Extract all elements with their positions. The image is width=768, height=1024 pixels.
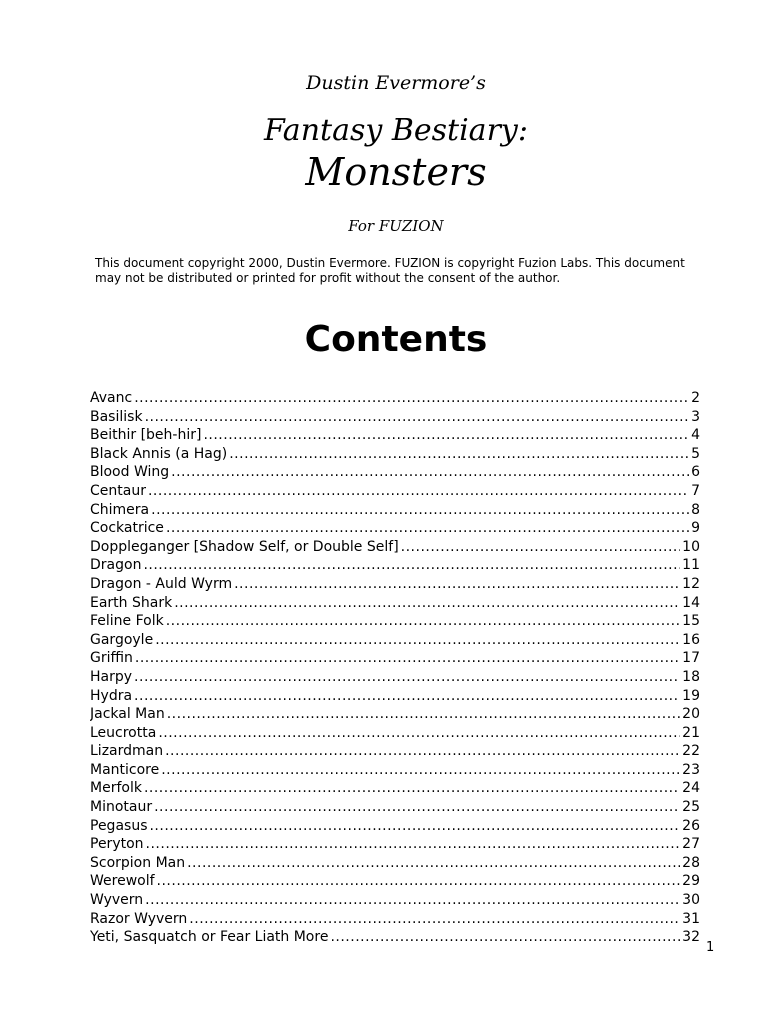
toc-entry-title: Manticore bbox=[90, 761, 160, 778]
toc-entry-page: 24 bbox=[682, 780, 700, 797]
toc-dot-leader bbox=[158, 724, 680, 743]
copyright-notice: This document copyright 2000, Dustin Evermore. FUZION is copyright Fuzion Labs. This document may not be distributed or printed for profit without the consent of the author. bbox=[95, 256, 685, 285]
toc-entry[interactable] bbox=[90, 891, 700, 910]
toc-dot-leader bbox=[151, 501, 689, 520]
system-line: For FUZION bbox=[348, 217, 444, 235]
toc-entry[interactable] bbox=[90, 705, 700, 724]
toc-entry-page: 15 bbox=[682, 613, 700, 630]
toc-dot-leader bbox=[157, 872, 681, 891]
toc-entry[interactable] bbox=[90, 928, 700, 947]
toc-entry-title: Black Annis (a Hag) bbox=[90, 445, 228, 462]
toc-entry-page: 27 bbox=[682, 836, 700, 853]
contents-heading: Contents bbox=[304, 319, 488, 360]
toc-entry[interactable] bbox=[90, 482, 700, 501]
toc-entry-page: 18 bbox=[682, 668, 700, 685]
toc-entry[interactable] bbox=[90, 817, 700, 836]
toc-entry-title: Harpy bbox=[90, 668, 133, 685]
toc-entry[interactable] bbox=[90, 519, 700, 538]
toc-dot-leader bbox=[146, 835, 681, 854]
toc-entry-title: Feline Folk bbox=[90, 613, 164, 630]
toc-entry-title: Centaur bbox=[90, 482, 146, 499]
toc-entry-page: 7 bbox=[691, 482, 700, 499]
toc-dot-leader bbox=[134, 668, 680, 687]
toc-entry-page: 4 bbox=[691, 427, 700, 444]
toc-entry-page: 32 bbox=[682, 929, 700, 946]
toc-entry[interactable] bbox=[90, 779, 700, 798]
toc-entry-title: Pegasus bbox=[90, 817, 148, 834]
toc-dot-leader bbox=[145, 408, 690, 427]
toc-entry[interactable] bbox=[90, 854, 700, 873]
toc-entry-page: 9 bbox=[691, 520, 700, 537]
toc-entry-title: Beithir [beh-hir] bbox=[90, 427, 202, 444]
toc-dot-leader bbox=[134, 687, 680, 706]
toc-entry-title: Razor Wyvern bbox=[90, 910, 188, 927]
toc-entry-page: 11 bbox=[682, 557, 700, 574]
toc-dot-leader bbox=[148, 482, 689, 501]
toc-entry-page: 16 bbox=[682, 631, 700, 648]
toc-dot-leader bbox=[167, 705, 680, 724]
toc-entry[interactable] bbox=[90, 463, 700, 482]
toc-entry-page: 2 bbox=[691, 390, 700, 406]
toc-entry-title: Merfolk bbox=[90, 780, 142, 797]
toc-entry-title: Leucrotta bbox=[90, 724, 157, 741]
toc-dot-leader bbox=[154, 798, 680, 817]
toc-entry[interactable] bbox=[90, 501, 700, 520]
table-of-contents bbox=[90, 389, 700, 947]
toc-entry-title: Minotaur bbox=[90, 799, 153, 816]
toc-entry-title: Cockatrice bbox=[90, 520, 164, 537]
toc-entry[interactable] bbox=[90, 631, 700, 650]
toc-entry-title: Yeti, Sasquatch or Fear Liath More bbox=[90, 929, 329, 946]
page-number: 1 bbox=[706, 940, 715, 955]
document-title: Fantasy Bestiary: bbox=[264, 113, 528, 148]
toc-entry-title: Jackal Man bbox=[90, 706, 165, 723]
toc-entry[interactable] bbox=[90, 668, 700, 687]
author-line: Dustin Evermore’s bbox=[306, 72, 486, 94]
toc-entry-page: 28 bbox=[682, 854, 700, 871]
toc-entry[interactable] bbox=[90, 742, 700, 761]
toc-entry[interactable] bbox=[90, 575, 700, 594]
toc-dot-leader bbox=[171, 463, 689, 482]
toc-entry[interactable] bbox=[90, 761, 700, 780]
toc-entry-title: Basilisk bbox=[90, 408, 143, 425]
toc-entry-title: Hydra bbox=[90, 687, 133, 704]
toc-entry-page: 21 bbox=[682, 724, 700, 741]
toc-entry[interactable] bbox=[90, 426, 700, 445]
toc-entry[interactable] bbox=[90, 594, 700, 613]
toc-entry-title: Blood Wing bbox=[90, 464, 170, 481]
toc-entry[interactable] bbox=[90, 724, 700, 743]
toc-dot-leader bbox=[149, 817, 680, 836]
toc-entry-page: 30 bbox=[682, 892, 700, 909]
document-subtitle: Monsters bbox=[305, 150, 487, 194]
toc-entry[interactable] bbox=[90, 389, 700, 408]
toc-entry-page: 19 bbox=[682, 687, 700, 704]
toc-entry-title: Dragon - Auld Wyrm bbox=[90, 575, 233, 592]
toc-entry-title: Dragon bbox=[90, 557, 142, 574]
toc-entry[interactable] bbox=[90, 687, 700, 706]
toc-entry-page: 8 bbox=[691, 501, 700, 518]
toc-entry-page: 22 bbox=[682, 743, 700, 760]
toc-entry-page: 20 bbox=[682, 706, 700, 723]
toc-entry-title: Peryton bbox=[90, 836, 144, 853]
toc-dot-leader bbox=[134, 389, 689, 408]
toc-entry-title: Avanc bbox=[90, 390, 133, 406]
toc-dot-leader bbox=[234, 575, 680, 594]
toc-dot-leader bbox=[401, 538, 681, 557]
toc-entry[interactable] bbox=[90, 612, 700, 631]
toc-entry[interactable] bbox=[90, 872, 700, 891]
toc-entry-title: Gargoyle bbox=[90, 631, 154, 648]
toc-entry-page: 26 bbox=[682, 817, 700, 834]
toc-entry-page: 14 bbox=[682, 594, 700, 611]
toc-dot-leader bbox=[155, 631, 680, 650]
toc-dot-leader bbox=[166, 612, 680, 631]
toc-entry-title: Scorpion Man bbox=[90, 854, 186, 871]
toc-entry-title: Doppleganger [Shadow Self, or Double Self] bbox=[90, 538, 399, 555]
toc-dot-leader bbox=[166, 519, 689, 538]
toc-entry-page: 5 bbox=[691, 445, 700, 462]
toc-entry-page: 23 bbox=[682, 761, 700, 778]
toc-dot-leader bbox=[174, 594, 680, 613]
toc-dot-leader bbox=[161, 761, 680, 780]
toc-entry-title: Griffin bbox=[90, 650, 133, 667]
toc-dot-leader bbox=[143, 556, 680, 575]
toc-entry[interactable] bbox=[90, 445, 700, 464]
toc-entry-title: Lizardman bbox=[90, 743, 164, 760]
toc-entry[interactable] bbox=[90, 910, 700, 929]
toc-dot-leader bbox=[189, 910, 680, 929]
toc-entry[interactable] bbox=[90, 835, 700, 854]
toc-entry[interactable] bbox=[90, 408, 700, 427]
toc-dot-leader bbox=[330, 928, 680, 947]
toc-dot-leader bbox=[165, 742, 680, 761]
toc-entry-title: Chimera bbox=[90, 501, 150, 518]
toc-entry-page: 17 bbox=[682, 650, 700, 667]
toc-entry-page: 29 bbox=[682, 873, 700, 890]
toc-entry-page: 12 bbox=[682, 575, 700, 592]
toc-dot-leader bbox=[145, 891, 680, 910]
toc-entry[interactable] bbox=[90, 556, 700, 575]
toc-dot-leader bbox=[187, 854, 680, 873]
toc-entry-title: Earth Shark bbox=[90, 594, 173, 611]
toc-entry[interactable] bbox=[90, 538, 700, 557]
toc-entry-page: 3 bbox=[691, 408, 700, 425]
toc-dot-leader bbox=[203, 426, 689, 445]
toc-entry-title: Wyvern bbox=[90, 892, 144, 909]
toc-entry-page: 31 bbox=[682, 910, 700, 927]
toc-dot-leader bbox=[229, 445, 689, 464]
toc-entry[interactable] bbox=[90, 649, 700, 668]
toc-dot-leader bbox=[144, 779, 680, 798]
toc-entry-title: Werewolf bbox=[90, 873, 155, 890]
toc-entry-page: 25 bbox=[682, 799, 700, 816]
toc-entry-page: 6 bbox=[691, 464, 700, 481]
toc-entry[interactable] bbox=[90, 798, 700, 817]
toc-entry-page: 10 bbox=[682, 538, 700, 555]
toc-dot-leader bbox=[135, 649, 680, 668]
